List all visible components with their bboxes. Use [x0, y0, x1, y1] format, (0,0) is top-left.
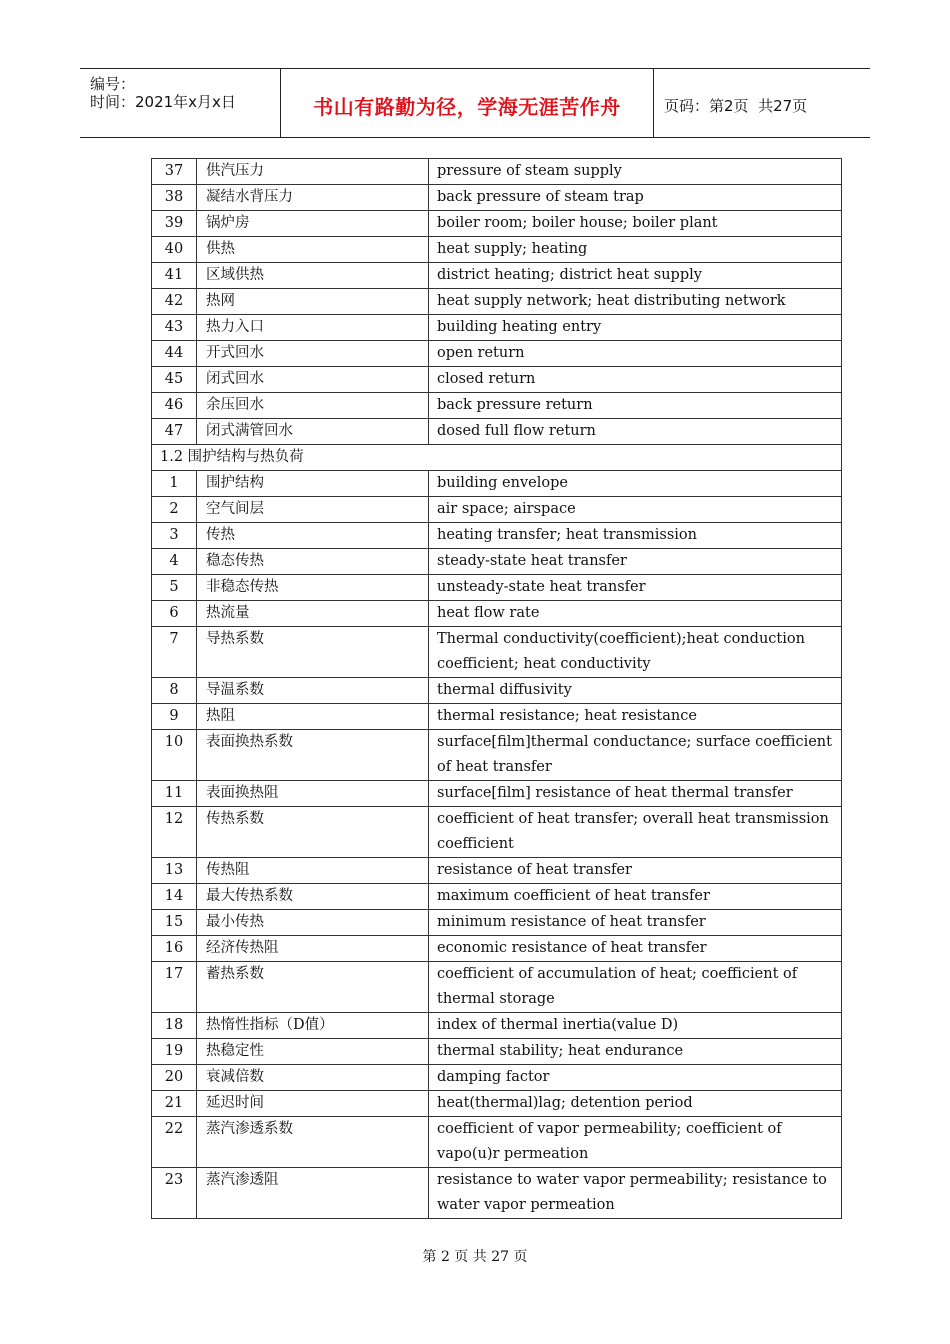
term-number: 2: [152, 497, 197, 523]
term-chinese: 衰减倍数: [197, 1065, 429, 1091]
glossary-body: [152, 159, 842, 1219]
term-english: Thermal conductivity(coefficient);heat conduction coefficient; heat conductivity: [429, 627, 842, 678]
term-english: resistance of heat transfer: [429, 858, 842, 884]
page-header: [80, 68, 870, 138]
table-row: [152, 1039, 842, 1065]
term-number: 9: [152, 704, 197, 730]
term-number: 8: [152, 678, 197, 704]
term-chinese: 闭式满管回水: [197, 419, 429, 445]
term-number: 13: [152, 858, 197, 884]
table-row: [152, 678, 842, 704]
code-label: 编号：: [90, 75, 136, 93]
table-row: [152, 159, 842, 185]
term-chinese: 经济传热阻: [197, 936, 429, 962]
term-chinese: 导温系数: [197, 678, 429, 704]
table-row: [152, 315, 842, 341]
term-english: unsteady-state heat transfer: [429, 575, 842, 601]
term-number: 23: [152, 1168, 197, 1219]
term-number: 16: [152, 936, 197, 962]
table-row: [152, 211, 842, 237]
term-number: 5: [152, 575, 197, 601]
table-row: [152, 601, 842, 627]
term-english: heat supply network; heat distributing network: [429, 289, 842, 315]
term-number: 38: [152, 185, 197, 211]
table-row: [152, 1065, 842, 1091]
term-chinese: 围护结构: [197, 471, 429, 497]
term-english: coefficient of heat transfer; overall heat transmission coefficient: [429, 807, 842, 858]
table-row: [152, 471, 842, 497]
term-number: 20: [152, 1065, 197, 1091]
table-row: [152, 289, 842, 315]
term-english: index of thermal inertia(value D): [429, 1013, 842, 1039]
term-chinese: 导热系数: [197, 627, 429, 678]
term-chinese: 传热阻: [197, 858, 429, 884]
term-english: surface[film] resistance of heat thermal transfer: [429, 781, 842, 807]
term-english: boiler room; boiler house; boiler plant: [429, 211, 842, 237]
table-row: [152, 185, 842, 211]
term-english: dosed full flow return: [429, 419, 842, 445]
table-row: [152, 730, 842, 781]
term-number: 6: [152, 601, 197, 627]
term-english: building heating entry: [429, 315, 842, 341]
table-row: [152, 523, 842, 549]
term-english: economic resistance of heat transfer: [429, 936, 842, 962]
term-english: maximum coefficient of heat transfer: [429, 884, 842, 910]
section-title: 1.2 围护结构与热负荷: [152, 445, 842, 471]
term-number: 44: [152, 341, 197, 367]
term-english: coefficient of vapor permeability; coefficient of vapo(u)r permeation: [429, 1117, 842, 1168]
term-chinese: 非稳态传热: [197, 575, 429, 601]
term-number: 39: [152, 211, 197, 237]
term-chinese: 闭式回水: [197, 367, 429, 393]
time-label: 时间：2021年x月x日: [90, 93, 236, 111]
term-number: 14: [152, 884, 197, 910]
term-number: 40: [152, 237, 197, 263]
term-number: 46: [152, 393, 197, 419]
table-row: [152, 807, 842, 858]
term-english: heat supply; heating: [429, 237, 842, 263]
term-chinese: 蓄热系数: [197, 962, 429, 1013]
term-english: thermal diffusivity: [429, 678, 842, 704]
term-english: resistance to water vapor permeability; resistance to water vapor permeation: [429, 1168, 842, 1219]
page-footer: 第 2 页 共 27 页: [422, 1249, 528, 1265]
table-row: [152, 704, 842, 730]
term-number: 43: [152, 315, 197, 341]
term-number: 15: [152, 910, 197, 936]
table-row: [152, 367, 842, 393]
term-chinese: 供汽压力: [197, 159, 429, 185]
table-row: [152, 575, 842, 601]
term-number: 21: [152, 1091, 197, 1117]
term-chinese: 热流量: [197, 601, 429, 627]
term-english: building envelope: [429, 471, 842, 497]
table-row: [152, 627, 842, 678]
table-row: [152, 263, 842, 289]
term-chinese: 表面换热系数: [197, 730, 429, 781]
term-english: surface[film]thermal conductance; surface coefficient of heat transfer: [429, 730, 842, 781]
term-chinese: 余压回水: [197, 393, 429, 419]
section-row: [152, 445, 842, 471]
table-row: [152, 1091, 842, 1117]
term-number: 10: [152, 730, 197, 781]
term-english: coefficient of accumulation of heat; coefficient of thermal storage: [429, 962, 842, 1013]
table-row: [152, 341, 842, 367]
page-info: 页码：第2页 共27页: [664, 96, 808, 115]
term-english: back pressure return: [429, 393, 842, 419]
term-english: steady-state heat transfer: [429, 549, 842, 575]
term-chinese: 空气间层: [197, 497, 429, 523]
term-english: district heating; district heat supply: [429, 263, 842, 289]
term-english: open return: [429, 341, 842, 367]
term-number: 37: [152, 159, 197, 185]
glossary-table: [151, 158, 842, 1219]
term-english: thermal stability; heat endurance: [429, 1039, 842, 1065]
table-row: [152, 910, 842, 936]
term-chinese: 区域供热: [197, 263, 429, 289]
header-motto-cell: [281, 69, 654, 137]
term-number: 1: [152, 471, 197, 497]
term-english: heating transfer; heat transmission: [429, 523, 842, 549]
term-english: heat flow rate: [429, 601, 842, 627]
term-chinese: 蒸汽渗透阻: [197, 1168, 429, 1219]
term-english: damping factor: [429, 1065, 842, 1091]
table-row: [152, 1168, 842, 1219]
term-number: 45: [152, 367, 197, 393]
term-chinese: 传热: [197, 523, 429, 549]
term-chinese: 锅炉房: [197, 211, 429, 237]
table-row: [152, 419, 842, 445]
term-english: heat(thermal)lag; detention period: [429, 1091, 842, 1117]
term-number: 3: [152, 523, 197, 549]
header-page-cell: [654, 69, 870, 137]
header-meta: [80, 69, 281, 137]
term-number: 42: [152, 289, 197, 315]
table-row: [152, 884, 842, 910]
term-chinese: 表面换热阻: [197, 781, 429, 807]
term-number: 19: [152, 1039, 197, 1065]
term-chinese: 延迟时间: [197, 1091, 429, 1117]
term-english: pressure of steam supply: [429, 159, 842, 185]
table-row: [152, 393, 842, 419]
term-english: thermal resistance; heat resistance: [429, 704, 842, 730]
term-number: 17: [152, 962, 197, 1013]
table-row: [152, 962, 842, 1013]
term-chinese: 热惰性指标（D值）: [197, 1013, 429, 1039]
term-number: 47: [152, 419, 197, 445]
term-chinese: 最小传热: [197, 910, 429, 936]
term-chinese: 供热: [197, 237, 429, 263]
term-chinese: 蒸汽渗透系数: [197, 1117, 429, 1168]
term-chinese: 传热系数: [197, 807, 429, 858]
term-english: air space; airspace: [429, 497, 842, 523]
term-number: 12: [152, 807, 197, 858]
term-chinese: 开式回水: [197, 341, 429, 367]
term-number: 41: [152, 263, 197, 289]
table-row: [152, 497, 842, 523]
term-english: minimum resistance of heat transfer: [429, 910, 842, 936]
table-row: [152, 858, 842, 884]
term-number: 18: [152, 1013, 197, 1039]
term-chinese: 稳态传热: [197, 549, 429, 575]
table-row: [152, 936, 842, 962]
table-row: [152, 237, 842, 263]
term-chinese: 热稳定性: [197, 1039, 429, 1065]
term-chinese: 热网: [197, 289, 429, 315]
term-number: 22: [152, 1117, 197, 1168]
motto: 书山有路勤为径，学海无涯苦作舟: [313, 94, 621, 119]
term-number: 11: [152, 781, 197, 807]
term-english: closed return: [429, 367, 842, 393]
table-row: [152, 1013, 842, 1039]
term-chinese: 凝结水背压力: [197, 185, 429, 211]
term-english: back pressure of steam trap: [429, 185, 842, 211]
table-row: [152, 781, 842, 807]
table-row: [152, 1117, 842, 1168]
term-chinese: 最大传热系数: [197, 884, 429, 910]
table-row: [152, 549, 842, 575]
term-number: 4: [152, 549, 197, 575]
term-number: 7: [152, 627, 197, 678]
term-chinese: 热力入口: [197, 315, 429, 341]
term-chinese: 热阻: [197, 704, 429, 730]
